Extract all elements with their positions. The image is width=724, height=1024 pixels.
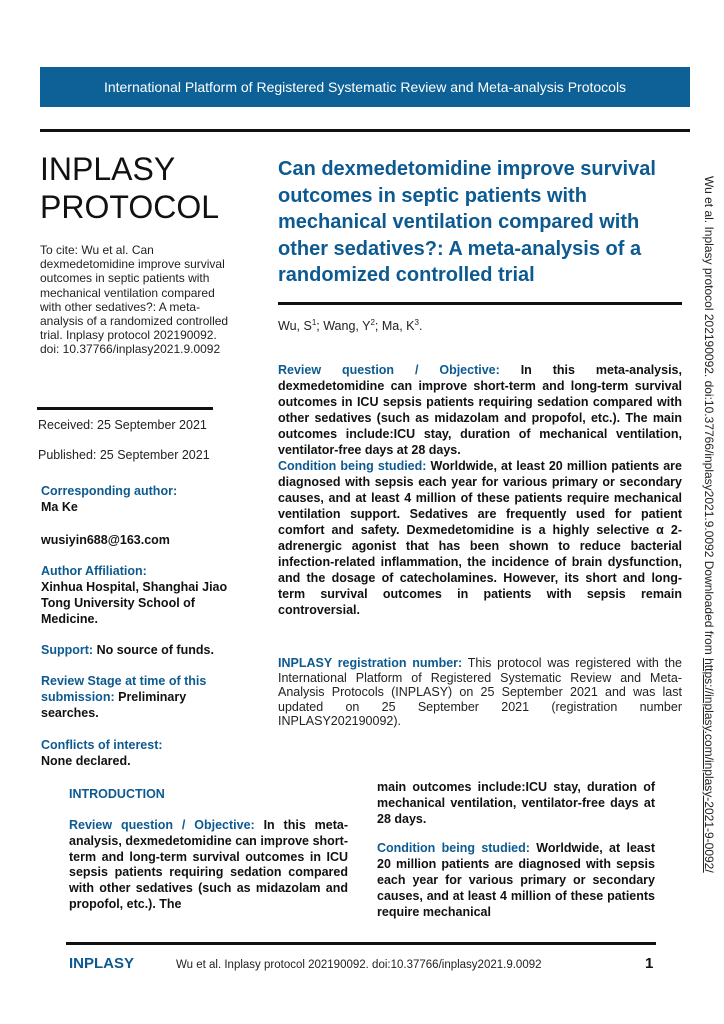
intro-condition-text: Worldwide, at least 20 million patients are diagnosed with sepsis each year for various primary or secondary causes, and at least 4 million of these patients require mechanical [377,841,655,919]
abstract-condition-label: Condition being studied: [278,459,427,473]
citation-block: To cite: Wu et al. Can dexmedetomidine improve survival outcomes in septic patients with mechanical ventilation compared with other sedatives?: A meta-analysis of a randomized controlled trial. Inplasy protocol 202190092. doi: 10.37766/inplasy2021.9.0092 [40,243,229,357]
intro-objective-text-1: In this meta-analysis, dexmedetomidine can improve short-term and long-term survival outcomes in ICU sepsis patients requiring sedation compared with other sedatives (such as midazolam and propofol, etc.). The [69,818,348,911]
author: Wu, $S^1$; [278,318,324,334]
top-divider [40,129,690,132]
banner-text: International Platform of Registered Systematic Review and Meta-analysis Protocols [103,79,627,95]
abstract-objective-text: In this meta-analysis, dexmedetomidine can improve short-term and long-term survival outcomes in ICU sepsis patients requiring sedation compared with other sedatives (such as midazolam and propofol, etc.). The main outcomes include:ICU stay, duration of mechanical ventilation, ventilator-free days at 28 days. [278,363,682,457]
abstract-condition [278,458,682,618]
affiliation-label: Author Affiliation: [41,564,147,578]
download-stamp-text: Wu et al. Inplasy protocol 202190092. doi:10.37766/inplasy2021.9.0092 Downloaded from [702,176,716,659]
footer-brand: INPLASY [69,955,135,972]
header-banner [40,67,690,107]
sidebar-divider [37,407,213,410]
download-link[interactable]: https://inplasy.com/inplasy-2021-9-0092/ [702,658,716,873]
protocol-label-line2: PROTOCOL [40,189,219,225]
support-label: Support: [41,643,94,657]
conflicts [41,737,251,769]
registration-block [278,656,682,729]
author-affiliation [41,563,251,627]
corresponding-author-name: Ma Ke [41,500,78,514]
published-date: Published: 25 September 2021 [38,448,210,462]
support [41,642,251,658]
footer-citation: Wu et al. Inplasy protocol 202190092. doi:10.37766/inplasy2021.9.0092 [176,959,542,971]
introduction-heading: INTRODUCTION [69,787,165,801]
corresponding-author-label: Corresponding author: [41,484,178,498]
intro-column-2 [377,780,655,920]
registration-text: This protocol was registered with the International Platform of Registered Systematic Review and Meta-Analysis Protocols (INPLASY) on 25 September 2021 and was last updated on 25 September 2021 (registration number INPLASY202190092). [278,656,682,729]
review-stage [41,673,236,721]
abstract-objective [278,362,682,458]
received-date: Received: 25 September 2021 [38,418,207,432]
conflicts-value: None declared. [41,754,131,768]
title-divider [278,302,682,305]
footer-divider [66,942,656,945]
intro-column-1 [69,818,348,913]
affiliation-value: Xinhua Hospital, Shanghai Jiao Tong University School of Medicine. [41,580,228,626]
page-number: 1 [645,955,654,972]
review-stage-value: Preliminary searches. [41,690,187,720]
article-title: Can dexmedetomidine improve survival outcomes in septic patients with mechanical ventilation compared with other sedatives?: A meta-analysis of a randomized controlled trial [278,158,656,286]
abstract-condition-text: Worldwide, at least 20 million patients are diagnosed with sepsis each year for various primary or secondary causes, and at least 4 million of these patients require mechanical ventilation support. Sedatives are frequently used for patient comfort and safety. Dexmedetomidine is a highly selective α 2-adrenergic agonist that has been shown to reduce bacterial infection-related inflammation, the incidence of brain dysfunction, and the dosage of catecholamines. However, its short and long-term survival outcomes in patients with sepsis remain controversial. [278,459,682,617]
author-list [278,318,422,333]
author: Wang, $Y^2$; [323,318,382,334]
conflicts-label: Conflicts of interest: [41,738,163,752]
author: Ma, $K^3$. [381,318,423,334]
intro-condition-label: Condition being studied: [377,841,530,856]
download-stamp [698,176,716,894]
intro-objective-label: Review question / Objective: [69,818,255,832]
corresponding-author [41,483,251,515]
abstract-objective-label: Review question / Objective: [278,363,500,377]
protocol-label-line1: INPLASY [40,151,176,187]
review-stage-label: Review Stage at time of this submission: [41,674,207,704]
abstract [278,362,682,618]
support-value: No source of funds. [96,643,214,657]
registration-label: INPLASY registration number: [278,656,463,670]
email[interactable]: wusiyin688@163.com [41,533,170,547]
protocol-label [40,150,219,226]
intro-objective-text-2: main outcomes include:ICU stay, duration of mechanical ventilation, ventilator-free days at 28 days. [377,780,655,826]
